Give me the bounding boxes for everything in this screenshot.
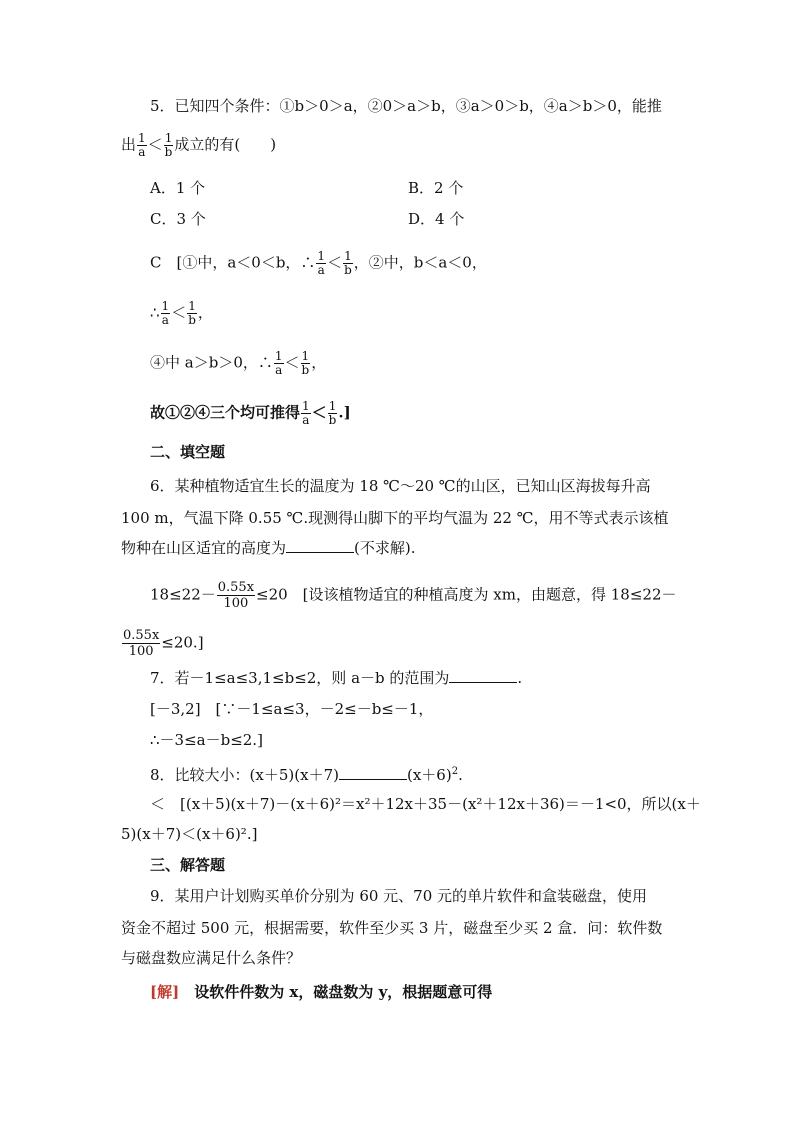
q5-option-c: C．3 个 [150, 210, 206, 228]
q6-line3: 物种在山区适宜的高度为 (不求解). [121, 539, 416, 557]
q7-answer-line1: [－3,2] [∵－1≤a≤3，－2≤－b≤－1， [150, 700, 434, 718]
q5-answer-line3: ④中 a＞b＞0，∴ $\frac{1}{a}$ ＜ $\frac{1}{b}$ ， [150, 349, 327, 377]
q6-answer-line1: 18≤22－ $\frac{0.55x}{100}$ ≤20 [设该植物适宜的种植高度为 xm，由题意，得 18≤22－ [150, 580, 677, 611]
q8-line1: 8．比较大小：(x＋5)(x＋7) $(x+6)^2$. [150, 766, 463, 784]
section-solve-heading: 三、解答题 [150, 856, 226, 874]
q6-line1: 6．某种植物适宜生长的温度为 18 ℃～20 ℃的山区，已知山区海拔每升高 [150, 477, 651, 495]
q8-answer-line2: 5)(x＋7)＜(x＋6)².] [121, 825, 258, 843]
section-fill-in-heading: 二、填空题 [150, 443, 226, 461]
q9-solution-line: [解] 设软件件数为 x，磁盘数为 y，根据题意可得 [150, 983, 493, 1001]
q7-answer-blank [449, 668, 517, 683]
fraction-055x-over-100: $\frac{0.55x}{100}$ [217, 580, 255, 611]
q7-answer-line2: ∴－3≤a－b≤2.] [150, 731, 263, 749]
q9-line3: 与磁盘数应满足什么条件？ [121, 949, 302, 967]
q5-line2: 出 $\frac{1}{a}$ ＜ $\frac{1}{b}$ 成立的有( ) [121, 131, 277, 159]
q5-answer-line2: ∴ $\frac{1}{a}$ ＜ $\frac{1}{b}$ ， [150, 299, 213, 327]
q9-line2: 资金不超过 500 元，根据需要，软件至少买 3 片，磁盘至少买 2 盒．问：软件数 [121, 919, 663, 937]
q6-answer-blank [286, 538, 354, 553]
q5-answer-line1: C [①中，a＜0＜b，∴ $\frac{1}{a}$ ＜ $\frac{1}{b}$ ，②中，b＜a＜0， [150, 249, 487, 277]
q9-line1: 9．某用户计划购买单价分别为 60 元、70 元的单片软件和盒装磁盘，使用 [150, 887, 648, 905]
q5-option-b: B．2 个 [408, 179, 464, 197]
q5-answer-line4: 故①②④三个均可推得 $\frac{1}{a}$ ＜ $\frac{1}{b}$ .] [150, 399, 351, 427]
q6-line2: 100 m，气温下降 0.55 ℃.现测得山脚下的平均气温为 22 ℃，用不等式表示该植 [121, 509, 669, 527]
q5-option-a: A．1 个 [150, 179, 206, 197]
q6-answer-line2: $\frac{0.55x}{100}$ ≤20.] [123, 628, 204, 659]
solution-tag: [解] [150, 983, 180, 1001]
q8-answer-blank [339, 765, 407, 780]
fraction-1-over-a: $\frac{1}{a}$ [138, 131, 146, 159]
q5-line1: 5．已知四个条件：①b＞0＞a，②0＞a＞b，③a＞0＞b，④a＞b＞0，能推 [150, 97, 662, 115]
q5-option-d: D．4 个 [408, 210, 465, 228]
q7-line1: 7．若－1≤a≤3,1≤b≤2，则 a－b 的范围为 . [150, 669, 523, 687]
fraction-1-over-b: $\frac{1}{b}$ [164, 131, 173, 159]
q8-answer-line1: ＜ [(x＋5)(x＋7)－(x＋6)²＝x²＋12x＋35－(x²＋12x＋36)＝－1<0，所以(x＋ [150, 795, 701, 813]
